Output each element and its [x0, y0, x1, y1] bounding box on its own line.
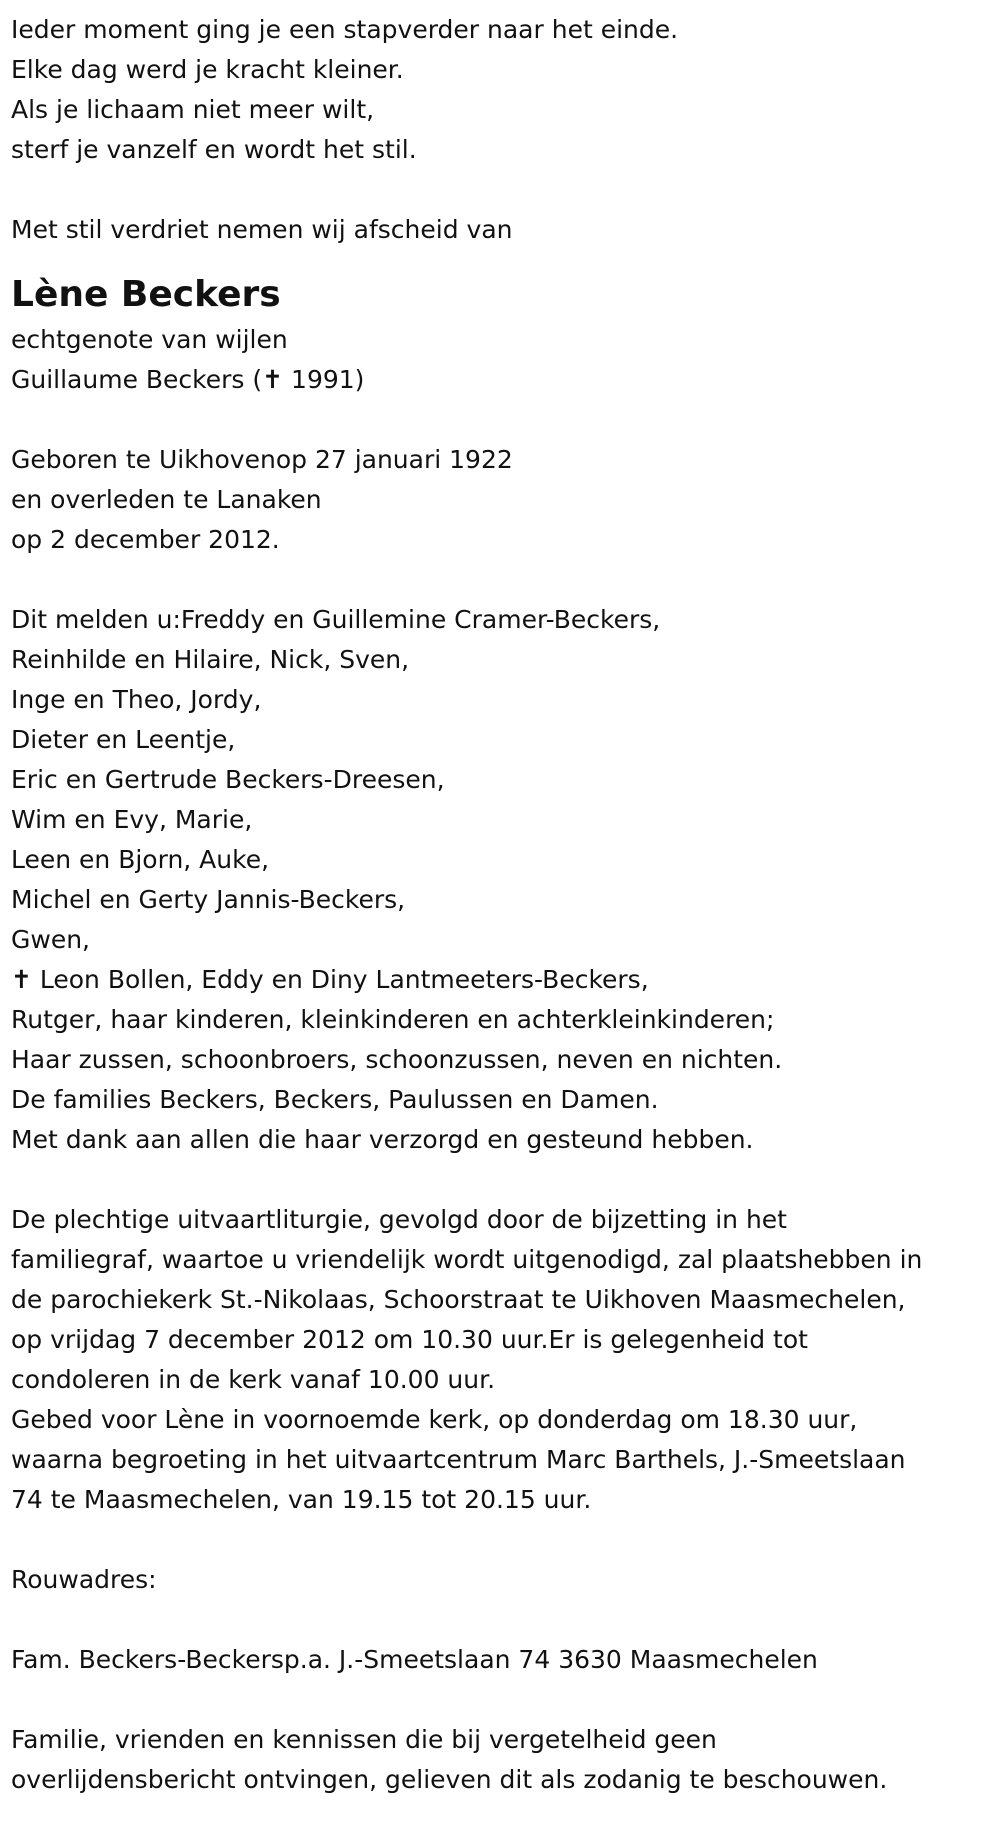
closing-line: Familie, vrienden en kennissen die bij vergetelheid geen	[11, 1725, 717, 1754]
closing-line: overlijdensbericht ontvingen, gelieven dit als zodanig te beschouwen.	[11, 1765, 888, 1794]
intro-text: Met stil verdriet nemen wij afscheid van	[11, 215, 513, 244]
family-line: Reinhilde en Hilaire, Nick, Sven,	[11, 645, 410, 674]
ceremony-line: 74 te Maasmechelen, van 19.15 tot 20.15 uur.	[11, 1485, 592, 1514]
family-line: Dit melden u:Freddy en Guillemine Cramer-Beckers,	[11, 605, 661, 634]
address-label: Rouwadres:	[11, 1565, 157, 1594]
ceremony-line: waarna begroeting in het uitvaartcentrum Marc Barthels, J.-Smeetslaan	[11, 1445, 906, 1474]
poem-line: sterf je vanzelf en wordt het stil.	[11, 135, 417, 164]
poem-line: Elke dag werd je kracht kleiner.	[11, 55, 404, 84]
poem-line: Ieder moment ging je een stapverder naar het einde.	[11, 15, 679, 44]
family-line: Dieter en Leentje,	[11, 725, 236, 754]
family-line: Rutger, haar kinderen, kleinkinderen en achterkleinkinderen;	[11, 1005, 775, 1034]
ceremony-line: Gebed voor Lène in voornoemde kerk, op donderdag om 18.30 uur,	[11, 1405, 858, 1434]
family-line: Haar zussen, schoonbroers, schoonzussen, neven en nichten.	[11, 1045, 783, 1074]
spacer	[11, 1160, 996, 1200]
ceremony-line: de parochiekerk St.-Nikolaas, Schoorstraat te Uikhoven Maasmechelen,	[11, 1285, 906, 1314]
closing-note	[11, 1720, 996, 1800]
family-line: De families Beckers, Beckers, Paulussen en Damen.	[11, 1085, 659, 1114]
relation-line: Guillaume Beckers (✝ 1991)	[11, 365, 365, 394]
spacer	[11, 560, 996, 600]
date-line: Geboren te Uikhovenop 27 januari 1922	[11, 445, 513, 474]
relation	[11, 320, 996, 400]
ceremony-line: De plechtige uitvaartliturgie, gevolgd door de bijzetting in het	[11, 1205, 787, 1234]
ceremony-details	[11, 1200, 996, 1520]
spacer	[11, 1520, 996, 1560]
date-line: op 2 december 2012.	[11, 525, 280, 554]
date-line: en overleden te Lanaken	[11, 485, 322, 514]
family-line: Leen en Bjorn, Auke,	[11, 845, 270, 874]
family-line: Met dank aan allen die haar verzorgd en gesteund hebben.	[11, 1125, 754, 1154]
poem	[11, 10, 996, 170]
family-line: Inge en Theo, Jordy,	[11, 685, 262, 714]
ceremony-line: familiegraf, waartoe u vriendelijk wordt uitgenodigd, zal plaatshebben in	[11, 1245, 923, 1274]
dates	[11, 440, 996, 560]
deceased-name: Lène Beckers	[11, 274, 281, 315]
family-line: Wim en Evy, Marie,	[11, 805, 253, 834]
family-line: Eric en Gertrude Beckers-Dreesen,	[11, 765, 445, 794]
relation-line: echtgenote van wijlen	[11, 325, 288, 354]
family-line: Gwen,	[11, 925, 90, 954]
spacer	[11, 400, 996, 440]
ceremony-line: condoleren in de kerk vanaf 10.00 uur.	[11, 1365, 496, 1394]
spacer	[11, 1600, 996, 1640]
family-list	[11, 600, 996, 1160]
address-value: Fam. Beckers-Beckersp.a. J.-Smeetslaan 74 3630 Maasmechelen	[11, 1645, 818, 1674]
poem-line: Als je lichaam niet meer wilt,	[11, 95, 375, 124]
spacer	[11, 1680, 996, 1720]
family-line: Michel en Gerty Jannis-Beckers,	[11, 885, 406, 914]
obituary-document	[11, 10, 996, 1800]
spacer	[11, 170, 996, 210]
family-line: ✝ Leon Bollen, Eddy en Diny Lantmeeters-Beckers,	[11, 965, 649, 994]
ceremony-line: op vrijdag 7 december 2012 om 10.30 uur.Er is gelegenheid tot	[11, 1325, 808, 1354]
